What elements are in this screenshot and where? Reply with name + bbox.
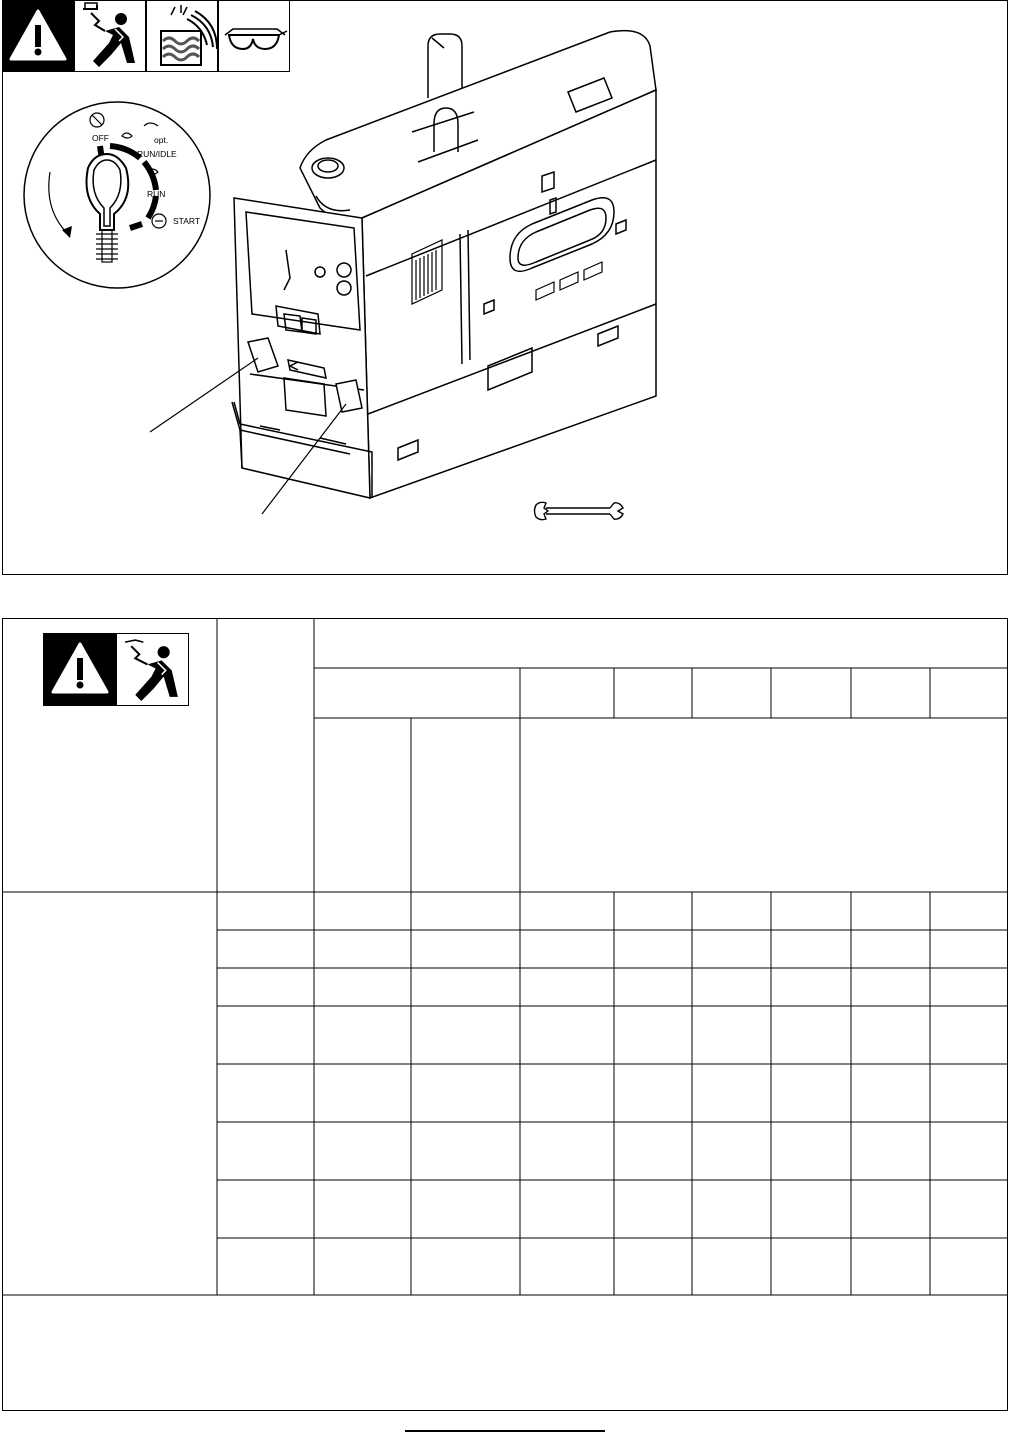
table-warning-triangle-icon — [43, 633, 117, 706]
footer-rule — [405, 1430, 605, 1432]
table-electric-shock-icon — [116, 633, 189, 706]
table-footnote — [14, 1305, 994, 1401]
welder-generator-drawing — [140, 28, 670, 528]
wrench-icon — [532, 500, 624, 522]
dial-run-label: RUN — [147, 189, 166, 199]
warning-triangle-icon — [2, 0, 74, 72]
maintenance-table — [2, 618, 1008, 1411]
dial-off-label: OFF — [92, 133, 109, 143]
dial-opt-label: opt. — [154, 135, 169, 145]
electric-shock-icon — [74, 0, 146, 72]
dial-start-label: START — [173, 216, 201, 226]
dial-run-idle-label: RUN/IDLE — [137, 149, 177, 159]
